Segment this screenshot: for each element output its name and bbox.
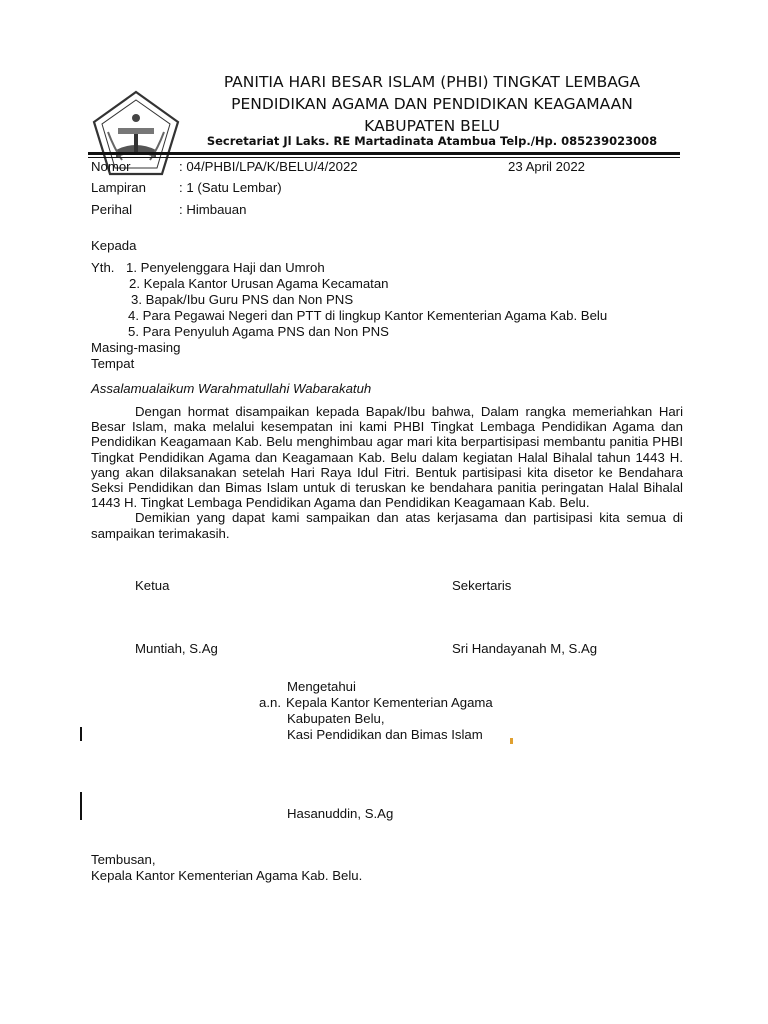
nomor-label: Nomor	[91, 159, 131, 174]
masing-masing: Masing-masing	[91, 340, 181, 355]
body-paragraph-1: Dengan hormat disampaikan kepada Bapak/Ibu bahwa, Dalam rangka memeriahkan Hari Besar Islam, maka melalui kesempatan ini kami PHBI Tingkat Lembaga Pendidikan Agama dan Pendidikan Keagamaan Kab. Belu menghimbau agar mari kita berpartisipasi membantu panitia PHBI Tingkat Pendidikan Agama dan Keagamaan Kab. Belu dalam kegiatan Halal Bihalal tahun 1443 H. yang akan dilaksanakan setelah Hari Raya Idul Fitri. Bentuk partisipasi kita disetor ke Bendahara Seksi Pendidikan dan Bimas Islam untuk di teruskan ke bendahara panitia peringatan Halal Bihalal 1443 H. Tingkat Lembaga Pendidikan Agama dan Pendidikan Keagamaan Kab. Belu.	[91, 404, 683, 511]
change-bar	[80, 806, 82, 820]
ketua-name: Muntiah, S.Ag	[135, 641, 218, 656]
salam: Assalamualaikum Warahmatullahi Wabarakatuh	[91, 381, 372, 396]
tembusan-label: Tembusan,	[91, 852, 156, 867]
letter-date: 23 April 2022	[508, 159, 585, 174]
yth-label: Yth.	[91, 260, 115, 275]
text-cursor-marker	[510, 738, 513, 744]
sekretaris-name: Sri Handayanah M, S.Ag	[452, 641, 598, 656]
kasi-name: Hasanuddin, S.Ag	[287, 806, 394, 821]
lampiran-label: Lampiran	[91, 180, 146, 195]
kepada-label: Kepada	[91, 238, 137, 253]
an-line-2: Kabupaten Belu,	[287, 711, 385, 726]
nomor-value: : 04/PHBI/LPA/K/BELU/4/2022	[179, 159, 358, 174]
letter-body	[91, 404, 683, 541]
an-line-3: Kasi Pendidikan dan Bimas Islam	[287, 727, 483, 742]
recipient-item-4: 4. Para Pegawai Negeri dan PTT di lingkup Kantor Kementerian Agama Kab. Belu	[128, 308, 608, 323]
body-paragraph-2: Demikian yang dapat kami sampaikan dan atas kerjasama dan partisipasi kita semua di sampaikan terimakasih.	[91, 510, 683, 541]
secretariat-address: Secretariat Jl Laks. RE Martadinata Atambua Telp./Hp. 085239023008	[206, 134, 658, 148]
an-prefix: a.n.	[259, 695, 281, 710]
mengetahui: Mengetahui	[287, 679, 356, 694]
lampiran-value: : 1 (Satu Lembar)	[179, 180, 282, 195]
recipient-item-1: 1. Penyelenggara Haji dan Umroh	[126, 260, 325, 275]
perihal-value: : Himbauan	[179, 202, 247, 217]
perihal-label: Perihal	[91, 202, 133, 217]
recipient-item-5: 5. Para Penyuluh Agama PNS dan Non PNS	[128, 324, 389, 339]
an-line-1: Kepala Kantor Kementerian Agama	[286, 695, 493, 710]
header-divider	[88, 152, 680, 155]
change-bar	[80, 792, 82, 806]
sekretaris-title: Sekertaris	[452, 578, 512, 593]
letterhead-line-1: PANITIA HARI BESAR ISLAM (PHBI) TINGKAT LEMBAGA	[223, 73, 641, 91]
header-divider-thin	[88, 157, 680, 158]
tempat: Tempat	[91, 356, 135, 371]
letterhead-line-3: KABUPATEN BELU	[364, 117, 500, 135]
recipient-item-3: 3. Bapak/Ibu Guru PNS dan Non PNS	[131, 292, 354, 307]
change-bar	[80, 727, 82, 741]
recipient-item-2: 2. Kepala Kantor Urusan Agama Kecamatan	[129, 276, 389, 291]
ketua-title: Ketua	[135, 578, 170, 593]
letterhead-line-2: PENDIDIKAN AGAMA DAN PENDIDIKAN KEAGAMAAN	[231, 95, 633, 113]
tembusan-item: Kepala Kantor Kementerian Agama Kab. Belu.	[91, 868, 363, 883]
